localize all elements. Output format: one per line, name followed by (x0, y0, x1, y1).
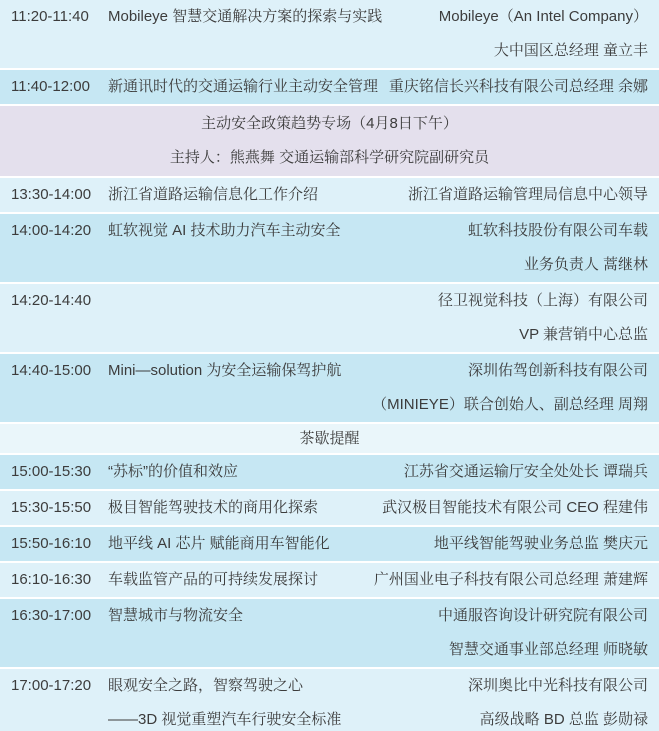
break-label: 茶歇提醒 (299, 429, 360, 447)
time-cell: 14:00-14:20 (11, 222, 92, 239)
speaker-cell (372, 354, 659, 422)
session-row (0, 354, 659, 422)
session-row (0, 491, 659, 525)
time-cell: 11:20-11:40 (11, 8, 89, 25)
speaker-line: 大中国区总经理 童立丰 (493, 42, 648, 59)
speaker-cell (404, 455, 659, 489)
banner-line: 主动安全政策趋势专场（4月8日下午） (201, 115, 458, 132)
title-line: 极目智能驾驶技术的商用化探索 (108, 499, 319, 516)
speaker-line: 江苏省交通运输厅安全处处长 谭瑞兵 (403, 463, 648, 480)
title-line: ——3D 视觉重塑汽车行驶安全标准 (108, 711, 342, 728)
speaker-cell (382, 491, 659, 525)
time-cell: 15:00-15:30 (11, 463, 92, 480)
title-cell (108, 0, 439, 34)
speaker-cell (438, 599, 659, 667)
time-cell: 14:20-14:40 (11, 292, 92, 309)
speaker-cell (408, 178, 659, 212)
speaker-line: 中通服咨询设计研究院有限公司 (437, 607, 648, 624)
title-line: 浙江省道路运输信息化工作介绍 (108, 186, 319, 203)
session-row (0, 527, 659, 561)
title-line: 车载监管产品的可持续发展探讨 (108, 571, 319, 588)
title-line: 新通讯时代的交通运输行业主动安全管理 (108, 78, 379, 95)
break-row (0, 424, 659, 453)
title-cell (108, 354, 372, 388)
banner-row (0, 106, 659, 176)
title-cell (108, 491, 382, 525)
speaker-line: 虹软科技股份有限公司车载 (467, 222, 648, 239)
title-cell (108, 669, 468, 731)
speaker-line: 浙江省道路运输管理局信息中心领导 (407, 186, 648, 203)
title-cell (108, 599, 438, 633)
title-cell (108, 455, 404, 489)
title-line: Mobileye 智慧交通解决方案的探索与实践 (108, 8, 383, 25)
speaker-cell (374, 563, 659, 597)
title-line: 虹软视觉 AI 技术助力汽车主动安全 (108, 222, 341, 239)
speaker-line: 重庆铭信长兴科技有限公司总经理 余娜 (388, 78, 648, 95)
speaker-line: （MINIEYE）联合创始人、副总经理 周翔 (372, 396, 648, 413)
time-cell: 13:30-14:00 (11, 186, 92, 203)
title-line: Mini—solution 为安全运输保驾护航 (108, 362, 342, 379)
session-row (0, 70, 659, 104)
time-cell: 11:40-12:00 (11, 78, 90, 95)
session-row (0, 599, 659, 667)
speaker-cell (468, 669, 659, 731)
session-row (0, 0, 659, 68)
speaker-line: 智慧交通事业部总经理 师晓敏 (448, 641, 648, 658)
speaker-line: Mobileye（An Intel Company） (438, 8, 648, 25)
session-row (0, 455, 659, 489)
speaker-cell (468, 214, 659, 282)
speaker-line: 地平线智能驾驶业务总监 樊庆元 (433, 535, 648, 552)
speaker-cell (439, 0, 659, 68)
speaker-line: 广州国业电子科技有限公司总经理 萧建辉 (373, 571, 648, 588)
title-cell (108, 70, 389, 104)
speaker-line: 深圳佑驾创新科技有限公司 (467, 362, 648, 379)
title-line: 地平线 AI 芯片 赋能商用车智能化 (108, 535, 330, 552)
title-line: “苏标”的价值和效应 (108, 463, 238, 480)
title-cell (108, 563, 374, 597)
speaker-line: 高级战略 BD 总监 彭勋禄 (479, 711, 648, 728)
speaker-line: 武汉极目智能技术有限公司 CEO 程建伟 (382, 499, 648, 516)
speaker-cell (438, 284, 659, 352)
speaker-line: VP 兼营销中心总监 (519, 326, 648, 343)
session-row (0, 669, 659, 731)
session-row (0, 178, 659, 212)
speaker-cell (389, 70, 659, 104)
time-cell: 15:30-15:50 (11, 499, 92, 516)
session-row (0, 214, 659, 282)
time-cell: 16:30-17:00 (11, 607, 92, 624)
time-cell: 16:10-16:30 (11, 571, 92, 588)
time-cell: 14:40-15:00 (11, 362, 92, 379)
title-line: 眼观安全之路，智察驾驶之心 (108, 677, 304, 694)
speaker-line: 深圳奥比中光科技有限公司 (467, 677, 648, 694)
session-row (0, 563, 659, 597)
time-cell: 17:00-17:20 (11, 677, 92, 694)
title-cell (108, 527, 434, 561)
session-row (0, 284, 659, 352)
time-cell: 15:50-16:10 (11, 535, 92, 552)
speaker-line: 业务负责人 蒿继林 (523, 256, 648, 273)
title-cell (108, 214, 468, 248)
speaker-line: 径卫视觉科技（上海）有限公司 (437, 292, 648, 309)
speaker-cell (434, 527, 659, 561)
title-cell (108, 178, 408, 212)
banner-line: 主持人：熊燕舞 交通运输部科学研究院副研究员 (169, 149, 490, 166)
title-line: 智慧城市与物流安全 (108, 607, 244, 624)
